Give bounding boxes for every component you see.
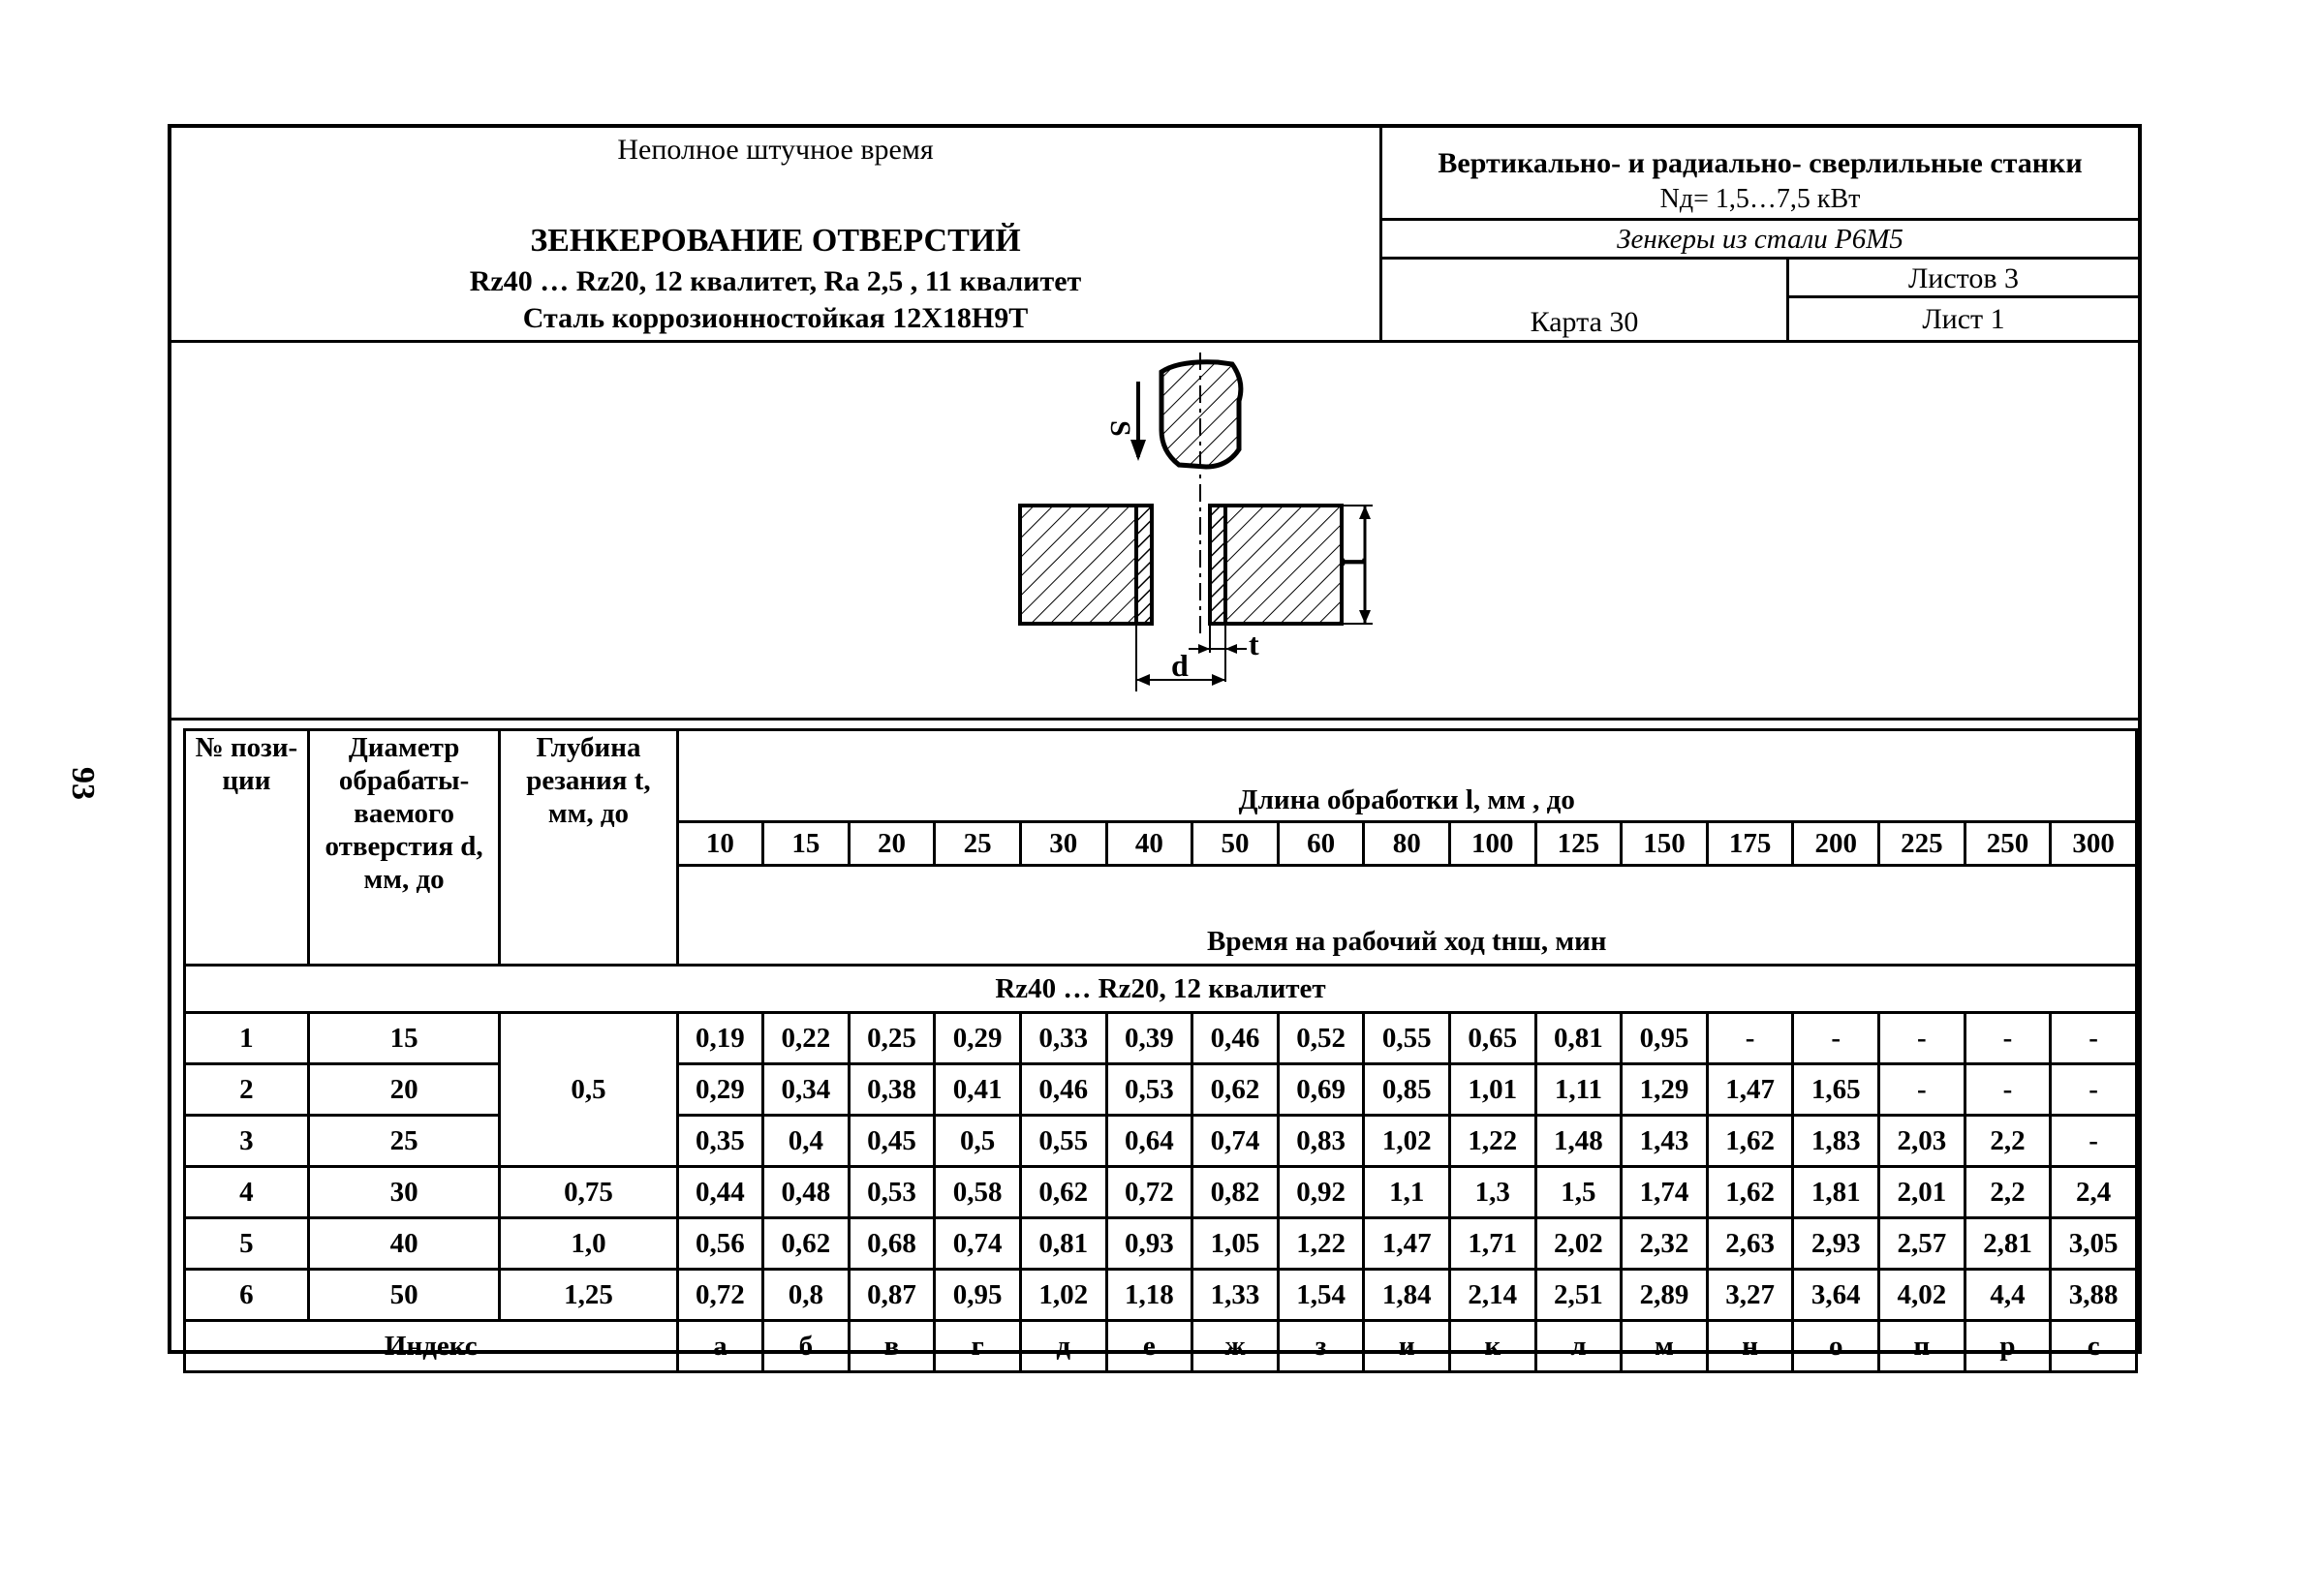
stock-left <box>1136 506 1152 624</box>
table-row <box>185 1167 2137 1218</box>
time-cell: 2,81 <box>1965 1218 2051 1270</box>
length-value: 225 <box>1879 822 1965 866</box>
time-cell: 0,39 <box>1106 1013 1192 1064</box>
time-cell: 1,22 <box>1450 1116 1536 1167</box>
time-cell: 0,72 <box>1106 1167 1192 1218</box>
time-cell: 0,72 <box>677 1270 763 1321</box>
time-cell: 0,25 <box>849 1013 935 1064</box>
position-cell: 6 <box>185 1270 309 1321</box>
length-value: 25 <box>935 822 1021 866</box>
sheet-number: Лист 1 <box>1922 303 2005 335</box>
time-cell: 0,35 <box>677 1116 763 1167</box>
length-value: 300 <box>2051 822 2137 866</box>
index-cell: б <box>763 1321 850 1372</box>
workpiece-left <box>1020 506 1136 624</box>
time-cell: 1,02 <box>1364 1116 1450 1167</box>
time-cell: 1,65 <box>1793 1064 1879 1116</box>
time-cell: 2,89 <box>1622 1270 1708 1321</box>
time-cell: 0,95 <box>935 1270 1021 1321</box>
time-cell: 4,02 <box>1879 1270 1965 1321</box>
table-row <box>185 1218 2137 1270</box>
diameter-cell: 15 <box>308 1013 500 1064</box>
length-label: l <box>1337 558 1369 567</box>
time-cell: 0,62 <box>763 1218 850 1270</box>
card-number: Карта 30 <box>1530 306 1639 338</box>
time-cell: 0,34 <box>763 1064 850 1116</box>
time-cell: 0,8 <box>763 1270 850 1321</box>
time-cell: 0,68 <box>849 1218 935 1270</box>
time-cell: 2,57 <box>1879 1218 1965 1270</box>
diameter-cell: 20 <box>308 1064 500 1116</box>
time-cell: 2,93 <box>1793 1218 1879 1270</box>
length-value: 10 <box>677 822 763 866</box>
position-cell: 2 <box>185 1064 309 1116</box>
position-cell: 1 <box>185 1013 309 1064</box>
depth-cell: 1,25 <box>500 1270 677 1321</box>
time-cell: 0,38 <box>849 1064 935 1116</box>
header-right <box>1382 128 2138 343</box>
time-cell: 3,88 <box>2051 1270 2137 1321</box>
length-value: 60 <box>1278 822 1364 866</box>
time-cell: 1,11 <box>1535 1064 1622 1116</box>
time-cell: 0,83 <box>1278 1116 1364 1167</box>
time-cell: 1,47 <box>1707 1064 1793 1116</box>
time-cell: 0,64 <box>1106 1116 1192 1167</box>
sheets-total: Листов 3 <box>1789 260 2138 298</box>
time-cell: 2,51 <box>1535 1270 1622 1321</box>
index-label: Индекс <box>185 1321 678 1372</box>
length-value: 30 <box>1020 822 1106 866</box>
depth-cell: 1,0 <box>500 1218 677 1270</box>
time-cell: - <box>1965 1064 2051 1116</box>
time-cell: 1,02 <box>1020 1270 1106 1321</box>
length-value: 150 <box>1622 822 1708 866</box>
time-cell: 1,33 <box>1192 1270 1279 1321</box>
length-value: 175 <box>1707 822 1793 866</box>
index-cell: м <box>1622 1321 1708 1372</box>
time-cell: 0,4 <box>763 1116 850 1167</box>
position-cell: 3 <box>185 1116 309 1167</box>
length-value: 50 <box>1192 822 1279 866</box>
time-cell: 1,3 <box>1450 1167 1536 1218</box>
time-cell: 2,03 <box>1879 1116 1965 1167</box>
countersinking-diagram <box>985 343 1566 711</box>
time-cell: 2,4 <box>2051 1167 2137 1218</box>
time-cell: 0,62 <box>1192 1064 1279 1116</box>
time-header: Время на рабочий ход tнш, мин <box>677 866 2136 966</box>
index-cell: в <box>849 1321 935 1372</box>
tool-name: Зенкеры из стали Р6М5 <box>1382 221 2138 260</box>
time-cell: 1,29 <box>1622 1064 1708 1116</box>
time-cell: 2,2 <box>1965 1167 2051 1218</box>
time-cell: 2,02 <box>1535 1218 1622 1270</box>
time-cell: 1,48 <box>1535 1116 1622 1167</box>
time-cell: 0,5 <box>935 1116 1021 1167</box>
time-cell: 4,4 <box>1965 1270 2051 1321</box>
machine-block <box>1382 128 2138 221</box>
time-cell: 0,58 <box>935 1167 1021 1218</box>
time-cell: 0,29 <box>935 1013 1021 1064</box>
time-cell: 1,71 <box>1450 1218 1536 1270</box>
diameter-cell: 30 <box>308 1167 500 1218</box>
time-cell: 3,05 <box>2051 1218 2137 1270</box>
time-cell: 1,5 <box>1535 1167 1622 1218</box>
index-cell: ж <box>1192 1321 1279 1372</box>
time-cell: 1,81 <box>1793 1167 1879 1218</box>
time-cell: 1,05 <box>1192 1218 1279 1270</box>
time-cell: 2,32 <box>1622 1218 1708 1270</box>
length-value: 100 <box>1450 822 1536 866</box>
time-cell: 0,55 <box>1020 1116 1106 1167</box>
time-cell: 0,65 <box>1450 1013 1536 1064</box>
header-subtitle: Неполное штучное время <box>617 134 934 166</box>
time-cell: - <box>2051 1064 2137 1116</box>
index-cell: о <box>1793 1321 1879 1372</box>
time-cell: 2,63 <box>1707 1218 1793 1270</box>
time-cell: 0,82 <box>1192 1167 1279 1218</box>
col-position-header: № пози-ции <box>185 730 309 966</box>
time-cell: 2,14 <box>1450 1270 1536 1321</box>
stock-right <box>1210 506 1225 624</box>
col-diameter-header: Диаметр обрабаты-ваемого отверстия d, мм, до <box>308 730 500 966</box>
time-cell: - <box>1879 1064 1965 1116</box>
time-cell: 0,19 <box>677 1013 763 1064</box>
time-cell: 0,46 <box>1192 1013 1279 1064</box>
depth-label: t <box>1249 627 1259 661</box>
time-cell: 0,29 <box>677 1064 763 1116</box>
position-cell: 4 <box>185 1167 309 1218</box>
machine-name: Вертикально- и радиально- сверлильные станки <box>1438 147 2083 179</box>
time-cell: 0,92 <box>1278 1167 1364 1218</box>
position-cell: 5 <box>185 1218 309 1270</box>
feed-label: S <box>1104 420 1136 437</box>
document-frame <box>168 124 2142 1362</box>
header-material: Сталь коррозионностойкая 12Х18Н9Т <box>522 302 1029 334</box>
index-cell: п <box>1879 1321 1965 1372</box>
time-cell: 0,33 <box>1020 1013 1106 1064</box>
time-table <box>183 728 2138 1373</box>
card-cell <box>1382 260 1789 343</box>
diameter-label: d <box>1171 648 1189 683</box>
time-cell: 1,62 <box>1707 1167 1793 1218</box>
section-header: Rz40 … Rz20, 12 квалитет <box>185 966 2137 1013</box>
col-depth-header: Глубина резания t, мм, до <box>500 730 677 966</box>
index-cell: а <box>677 1321 763 1372</box>
length-value: 20 <box>849 822 935 866</box>
time-cell: 0,69 <box>1278 1064 1364 1116</box>
time-cell: 0,53 <box>849 1167 935 1218</box>
length-value: 15 <box>763 822 850 866</box>
table-row <box>185 1116 2137 1167</box>
time-cell: 1,1 <box>1364 1167 1450 1218</box>
diameter-cell: 50 <box>308 1270 500 1321</box>
time-cell: 3,27 <box>1707 1270 1793 1321</box>
time-cell: 0,22 <box>763 1013 850 1064</box>
operation-sketch <box>171 343 2138 721</box>
length-value: 40 <box>1106 822 1192 866</box>
table-row <box>185 1013 2137 1064</box>
time-cell: 0,93 <box>1106 1218 1192 1270</box>
time-cell: 0,56 <box>677 1218 763 1270</box>
time-cell: 0,62 <box>1020 1167 1106 1218</box>
length-value: 125 <box>1535 822 1622 866</box>
time-cell: - <box>2051 1116 2137 1167</box>
index-cell: с <box>2051 1321 2137 1372</box>
time-cell: 0,85 <box>1364 1064 1450 1116</box>
time-cell: - <box>1879 1013 1965 1064</box>
time-cell: 0,74 <box>1192 1116 1279 1167</box>
time-cell: 0,95 <box>1622 1013 1708 1064</box>
workpiece-right <box>1225 506 1342 624</box>
index-cell: н <box>1707 1321 1793 1372</box>
time-cell: 2,2 <box>1965 1116 2051 1167</box>
time-cell: 1,18 <box>1106 1270 1192 1321</box>
time-cell: 0,53 <box>1106 1064 1192 1116</box>
time-cell: 1,01 <box>1450 1064 1536 1116</box>
index-cell: л <box>1535 1321 1622 1372</box>
time-cell: - <box>1965 1013 2051 1064</box>
table-row <box>185 1064 2137 1116</box>
time-cell: - <box>2051 1013 2137 1064</box>
index-cell: к <box>1450 1321 1536 1372</box>
depth-cell: 0,75 <box>500 1167 677 1218</box>
time-cell: 0,44 <box>677 1167 763 1218</box>
machine-power: Nд= 1,5…7,5 кВт <box>1659 184 1861 214</box>
time-cell: 0,46 <box>1020 1064 1106 1116</box>
length-value: 200 <box>1793 822 1879 866</box>
time-cell: - <box>1793 1013 1879 1064</box>
index-cell: д <box>1020 1321 1106 1372</box>
header-left <box>171 128 1382 343</box>
length-header: Длина обработки l, мм , до <box>677 730 2136 822</box>
index-cell: з <box>1278 1321 1364 1372</box>
time-cell: 0,81 <box>1020 1218 1106 1270</box>
index-cell: р <box>1965 1321 2051 1372</box>
length-value: 250 <box>1965 822 2051 866</box>
time-cell: - <box>1707 1013 1793 1064</box>
header-title: ЗЕНКЕРОВАНИЕ ОТВЕРСТИЙ <box>530 223 1021 259</box>
time-cell: 1,74 <box>1622 1167 1708 1218</box>
page-number: 93 <box>65 767 101 800</box>
time-cell: 1,43 <box>1622 1116 1708 1167</box>
time-cell: 1,84 <box>1364 1270 1450 1321</box>
time-cell: 3,64 <box>1793 1270 1879 1321</box>
diameter-cell: 25 <box>308 1116 500 1167</box>
time-cell: 0,55 <box>1364 1013 1450 1064</box>
time-cell: 0,52 <box>1278 1013 1364 1064</box>
index-cell: е <box>1106 1321 1192 1372</box>
time-cell: 1,54 <box>1278 1270 1364 1321</box>
time-cell: 1,47 <box>1364 1218 1450 1270</box>
table-row <box>185 1270 2137 1321</box>
index-cell: г <box>935 1321 1021 1372</box>
time-cell: 0,45 <box>849 1116 935 1167</box>
time-cell: 0,87 <box>849 1270 935 1321</box>
header-roughness: Rz40 … Rz20, 12 квалитет, Ra 2,5 , 11 квалитет <box>469 265 1082 297</box>
time-cell: 0,48 <box>763 1167 850 1218</box>
length-value: 80 <box>1364 822 1450 866</box>
index-cell: и <box>1364 1321 1450 1372</box>
time-cell: 0,41 <box>935 1064 1021 1116</box>
time-cell: 1,22 <box>1278 1218 1364 1270</box>
time-cell: 0,74 <box>935 1218 1021 1270</box>
time-cell: 1,62 <box>1707 1116 1793 1167</box>
diameter-cell: 40 <box>308 1218 500 1270</box>
time-cell: 2,01 <box>1879 1167 1965 1218</box>
depth-cell: 0,5 <box>500 1013 677 1167</box>
time-cell: 1,83 <box>1793 1116 1879 1167</box>
time-cell: 0,81 <box>1535 1013 1622 1064</box>
index-row <box>185 1321 2137 1372</box>
